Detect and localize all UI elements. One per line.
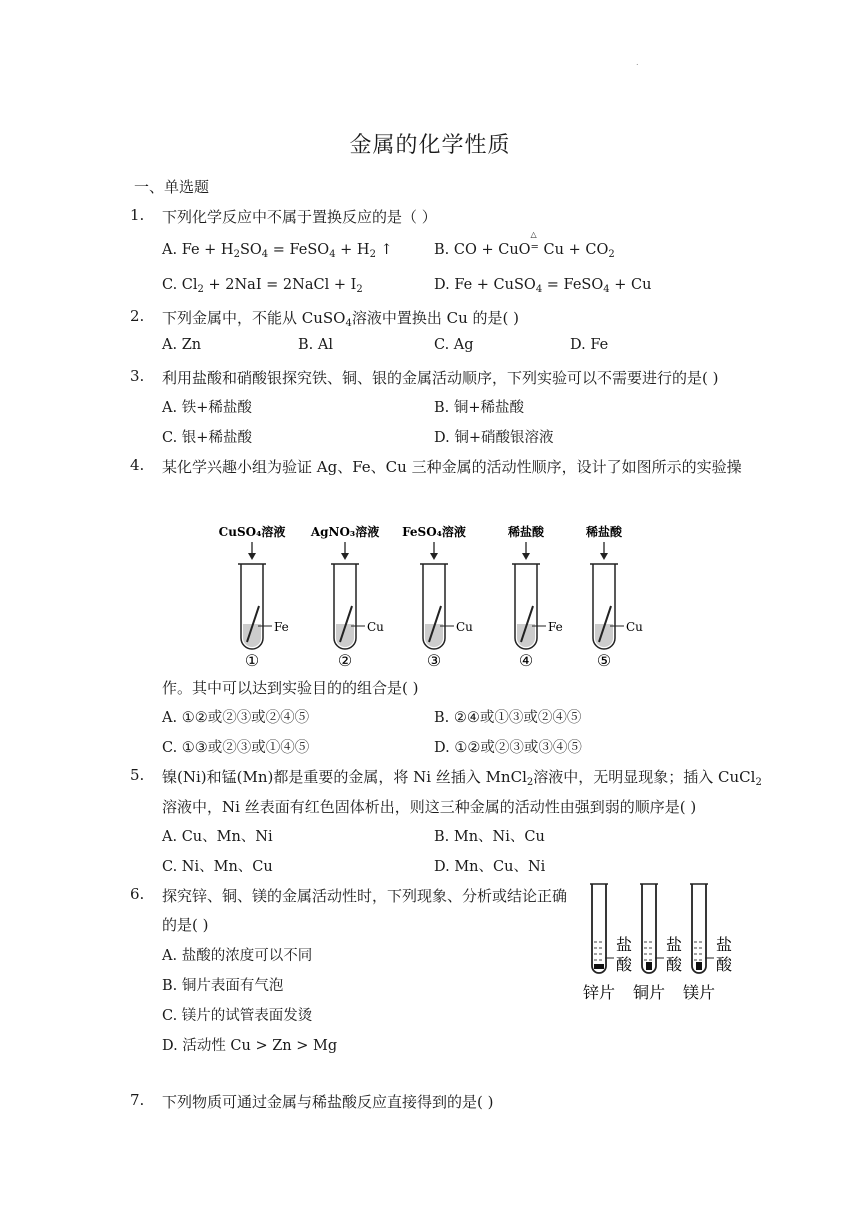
q2-text: 下列金属中，不能从 CuSO$_4$溶液中置换出 Cu 的是( ) [162,309,520,329]
q1-option-a: A. $Fe + H_2SO_4$ = FeSO$_4$ + $H_2$ ↑ [162,242,393,260]
q4-option-b: B. ②④或①③或②④⑤ [434,710,582,726]
q5-text: 镍(Ni)和锰(Mn)都是重要的金属，将 Ni 丝插入 MnCl$_2$溶液中，无明显现象；插入 CuCl$_2$ [162,768,762,788]
q3-option-c: C. 银+稀盐酸 [162,430,252,446]
q2-option-d: D. Fe [570,337,609,353]
q6-tube-1 [583,884,633,1002]
q4-tube-5-num: ⑤ [596,651,612,670]
q4-tube-1-label: CuSO₄溶液 [218,525,286,539]
q6-text: 探究锌、铜、镁的金属活动性时，下列现象、分析或结论正确 [162,887,568,905]
q4-tube-3 [402,524,473,670]
q4-tube-5 [585,524,643,670]
q4-tube-2-label: AgNO₃溶液 [310,525,380,539]
q6-tube-2-acid-2: 酸 [666,955,683,974]
q4-tube-3-label: FeSO₄溶液 [402,525,466,539]
q4-tube-2-num: ② [337,651,353,670]
q4-tube-3-metal: Cu [456,620,473,634]
q6-tube-1-acid-2: 酸 [616,955,633,974]
q6-option-b: B. 铜片表面有气泡 [162,978,284,994]
q6-tube-3 [683,884,733,1002]
q4-text: 某化学兴趣小组为验证 Ag、Fe、Cu 三种金属的活动性顺序，设计了如图所示的实验操 [162,458,742,476]
q6-tube-1-metal: 锌片 [582,983,616,1002]
q3-option-a: A. 铁+稀盐酸 [162,400,252,416]
q6-tube-2-metal: 铜片 [632,983,666,1002]
header-mark: . [636,58,639,67]
q6-number: 6. [130,885,145,903]
q6-text-continued: 的是( ) [162,916,209,934]
q6-tube-3-acid-1: 盐 [716,935,733,954]
q3-number: 3. [130,367,145,385]
page-title: 金属的化学性质 [349,133,511,158]
q4-tube-4-num: ④ [518,651,534,670]
q5-option-d: D. Mn、Cu、Ni [434,859,546,875]
q5-option-b: B. Mn、Ni、Cu [434,829,545,845]
q1-option-b: B. CO + CuO △ = $Cu + CO_2$ [434,230,615,260]
q6-tube-3-acid-2: 酸 [716,955,733,974]
q2-option-a: A. Zn [162,337,202,353]
q4-tube-1 [219,524,289,670]
q6-tube-2 [633,884,683,1002]
q4-tube-5-metal: Cu [626,620,643,634]
q6-tube-2-acid-1: 盐 [666,935,683,954]
q7-text: 下列物质可通过金属与稀盐酸反应直接得到的是( ) [162,1093,494,1111]
q6-test-tube-figure [580,880,740,1005]
q4-tube-2-metal: Cu [367,620,384,634]
q1-text: 下列化学反应中不属于置换反应的是（ ） [162,208,437,226]
q6-option-d: D. 活动性 Cu > Zn > Mg [162,1038,338,1054]
q4-tube-5-label: 稀盐酸 [585,525,623,539]
q6-option-c: C. 镁片的试管表面发烫 [162,1008,313,1024]
q2-option-b: B. Al [298,337,333,353]
q1-option-c: C. $Cl_2 + 2NaI$ = 2NaCl + $I_2$ [162,277,363,295]
q6-tube-1-acid-1: 盐 [616,935,633,954]
q4-tube-4 [507,524,563,670]
q4-tube-3-num: ③ [426,651,442,670]
q4-tube-2 [310,524,384,670]
q3-option-d: D. 铜+硝酸银溶液 [434,430,554,446]
q5-number: 5. [130,766,145,784]
q6-option-a: A. 盐酸的浓度可以不同 [162,948,313,964]
q3-text: 利用盐酸和硝酸银探究铁、铜、银的金属活动顺序，下列实验可以不需要进行的是( ) [162,369,719,387]
q2-option-c: C. Ag [434,337,474,353]
q3-option-b: B. 铜+稀盐酸 [434,400,525,416]
q4-test-tube-figure [210,520,650,672]
q5-text-continued: 溶液中，Ni 丝表面有红色固体析出，则这三种金属的活动性由强到弱的顺序是( ) [162,798,697,816]
q5-option-c: C. Ni、Mn、Cu [162,859,273,875]
q4-number: 4. [130,456,145,474]
q6-tube-3-metal: 镁片 [682,983,716,1002]
section-heading: 一、单选题 [134,178,210,196]
q4-tube-1-num: ① [244,651,260,670]
q1-option-d: D. Fe + CuSO$_4$ = FeSO$_4$ + Cu [434,277,652,295]
q1-number: 1. [130,206,145,224]
q4-tube-1-metal: Fe [274,620,289,634]
q4-option-a: A. ①②或②③或②④⑤ [162,710,310,726]
q7-number: 7. [130,1091,145,1109]
q4-option-d: D. ①②或②③或③④⑤ [434,740,582,756]
q2-number: 2. [130,307,145,325]
q4-tube-4-metal: Fe [548,620,563,634]
q4-tube-4-label: 稀盐酸 [507,525,545,539]
q5-option-a: A. Cu、Mn、Ni [162,829,273,845]
q4-option-c: C. ①③或②③或①④⑤ [162,740,310,756]
q4-text-continued: 作。其中可以达到实验目的的组合是( ) [162,679,419,697]
